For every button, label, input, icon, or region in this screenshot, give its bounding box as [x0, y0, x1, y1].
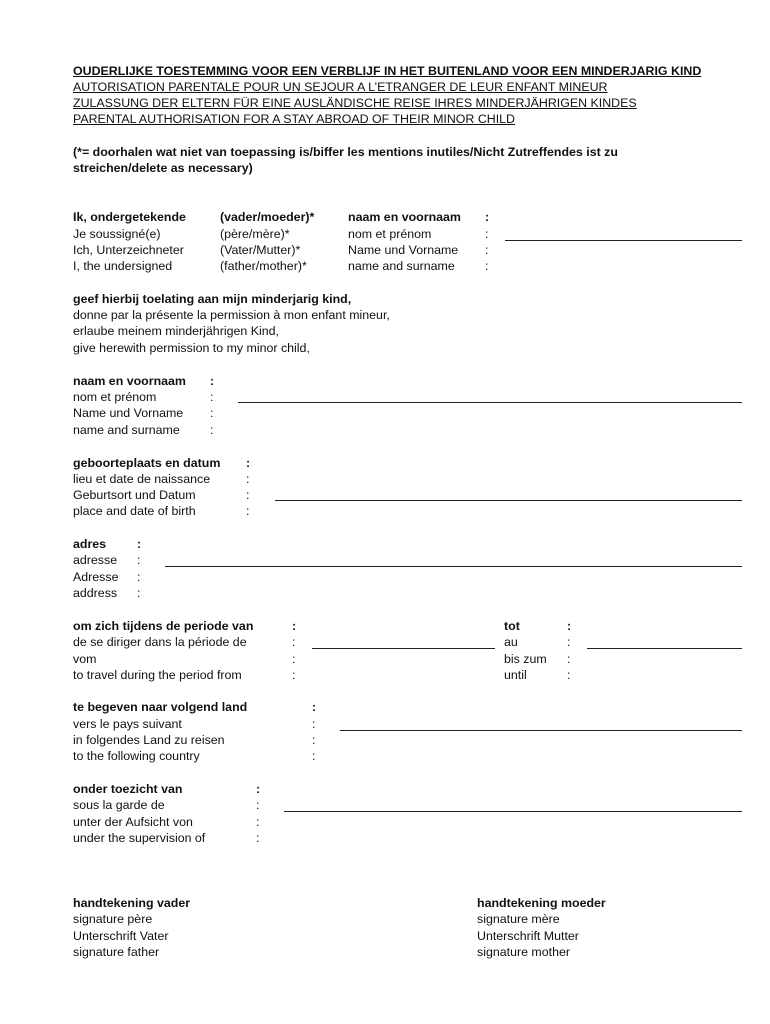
- supervision-label-fr: sous la garde de: [73, 798, 165, 812]
- colon: :: [312, 749, 316, 763]
- birth-label-en: place and date of birth: [73, 504, 196, 518]
- address-line: [165, 566, 742, 567]
- colon: :: [137, 537, 142, 551]
- parent-role-en: (father/mother)*: [220, 259, 307, 273]
- period-to-input[interactable]: [587, 631, 742, 647]
- parent-role-fr: (père/mère)*: [220, 227, 290, 241]
- colon: :: [485, 243, 489, 257]
- title-english: PARENTAL AUTHORISATION FOR A STAY ABROAD OF THEIR MINOR CHILD: [73, 112, 515, 126]
- country-label-de: in folgendes Land zu reisen: [73, 733, 225, 747]
- note-line-1: (*= doorhalen wat niet van toepassing is/biffer les mentions inutiles/Nicht Zutreffendes ist zu: [73, 145, 618, 159]
- colon: :: [567, 619, 572, 633]
- colon: :: [485, 210, 490, 224]
- colon: :: [210, 423, 214, 437]
- undersigned-label-en: I, the undersigned: [73, 259, 173, 273]
- address-label-de: Adresse: [73, 570, 119, 584]
- country-line: [340, 730, 742, 731]
- permission-en: give herewith permission to my minor child,: [73, 341, 310, 355]
- colon: :: [256, 831, 260, 845]
- parent-name-label-fr: nom et prénom: [348, 227, 432, 241]
- country-label-fr: vers le pays suivant: [73, 717, 182, 731]
- signature-mother-label-fr: signature mère: [477, 912, 560, 926]
- child-name-line: [238, 402, 742, 403]
- period-to-label-nl: tot: [504, 619, 520, 633]
- address-label-en: address: [73, 586, 118, 600]
- permission-de: erlaube meinem minderjährigen Kind,: [73, 324, 279, 338]
- parent-name-label-de: Name und Vorname: [348, 243, 459, 257]
- colon: :: [312, 700, 317, 714]
- country-input[interactable]: [340, 713, 742, 729]
- signature-mother-label-en: signature mother: [477, 945, 570, 959]
- country-label-nl: te begeven naar volgend land: [73, 700, 248, 714]
- colon: :: [256, 798, 260, 812]
- country-label-en: to the following country: [73, 749, 200, 763]
- colon: :: [210, 374, 215, 388]
- parent-name-label-en: name and surname: [348, 259, 455, 273]
- colon: :: [312, 717, 316, 731]
- title-french: AUTORISATION PARENTALE POUR UN SEJOUR A L’ETRANGER DE LEUR ENFANT MINEUR: [73, 80, 608, 94]
- birth-line: [275, 500, 742, 501]
- supervision-label-nl: onder toezicht van: [73, 782, 183, 796]
- colon: :: [312, 733, 316, 747]
- colon: :: [485, 227, 489, 241]
- colon: :: [567, 635, 571, 649]
- signature-father-label-fr: signature père: [73, 912, 153, 926]
- parent-name-input[interactable]: [505, 223, 742, 239]
- colon: :: [210, 406, 214, 420]
- supervision-label-en: under the supervision of: [73, 831, 206, 845]
- period-from-line: [312, 648, 495, 649]
- note-line-2: streichen/delete as necessary): [73, 161, 253, 175]
- colon: :: [246, 456, 251, 470]
- period-to-label-de: bis zum: [504, 652, 547, 666]
- period-from-label-nl: om zich tijdens de periode van: [73, 619, 254, 633]
- signature-mother-label-nl: handtekening moeder: [477, 896, 606, 910]
- parent-name-line: [505, 240, 742, 241]
- address-label-nl: adres: [73, 537, 107, 551]
- colon: :: [137, 553, 141, 567]
- parent-role-de: (Vater/Mutter)*: [220, 243, 301, 257]
- period-to-line: [587, 648, 742, 649]
- supervision-line: [284, 811, 742, 812]
- child-name-label-fr: nom et prénom: [73, 390, 157, 404]
- child-name-input[interactable]: [238, 385, 742, 401]
- colon: :: [137, 586, 141, 600]
- supervision-input[interactable]: [284, 794, 742, 810]
- title-german: ZULASSUNG DER ELTERN FÜR EINE AUSLÄNDISCHE REISE IHRES MINDERJÄHRIGEN KINDES: [73, 96, 637, 110]
- colon: :: [137, 570, 141, 584]
- colon: :: [246, 504, 250, 518]
- period-from-input[interactable]: [312, 631, 495, 647]
- undersigned-label-de: Ich, Unterzeichneter: [73, 243, 184, 257]
- permission-nl: geef hierbij toelating aan mijn minderjarig kind,: [73, 292, 352, 306]
- child-name-label-de: Name und Vorname: [73, 406, 184, 420]
- parent-role-nl: (vader/moeder)*: [220, 210, 315, 224]
- period-to-label-fr: au: [504, 635, 518, 649]
- birth-input[interactable]: [275, 483, 742, 499]
- colon: :: [567, 652, 571, 666]
- colon: :: [256, 815, 260, 829]
- birth-label-nl: geboorteplaats en datum: [73, 456, 221, 470]
- colon: :: [292, 652, 296, 666]
- child-name-label-nl: naam en voornaam: [73, 374, 186, 388]
- period-from-label-de: vom: [73, 652, 97, 666]
- colon: :: [246, 488, 250, 502]
- colon: :: [485, 259, 489, 273]
- period-from-label-en: to travel during the period from: [73, 668, 242, 682]
- colon: :: [567, 668, 571, 682]
- colon: :: [292, 619, 297, 633]
- permission-fr: donne par la présente la permission à mon enfant mineur,: [73, 308, 390, 322]
- colon: :: [246, 472, 250, 486]
- birth-label-de: Geburtsort und Datum: [73, 488, 196, 502]
- colon: :: [292, 635, 296, 649]
- supervision-label-de: unter der Aufsicht von: [73, 815, 193, 829]
- signature-mother-label-de: Unterschrift Mutter: [477, 929, 579, 943]
- signature-father-label-nl: handtekening vader: [73, 896, 191, 910]
- address-input[interactable]: [165, 549, 742, 565]
- colon: :: [292, 668, 296, 682]
- child-name-label-en: name and surname: [73, 423, 180, 437]
- signature-father-label-en: signature father: [73, 945, 160, 959]
- undersigned-label-nl: Ik, ondergetekende: [73, 210, 186, 224]
- signature-father-label-de: Unterschrift Vater: [73, 929, 169, 943]
- colon: :: [210, 390, 214, 404]
- undersigned-label-fr: Je soussigné(e): [73, 227, 161, 241]
- colon: :: [256, 782, 261, 796]
- birth-label-fr: lieu et date de naissance: [73, 472, 211, 486]
- period-from-label-fr: de se diriger dans la période de: [73, 635, 247, 649]
- parent-name-label-nl: naam en voornaam: [348, 210, 461, 224]
- address-label-fr: adresse: [73, 553, 118, 567]
- period-to-label-en: until: [504, 668, 527, 682]
- title-dutch: OUDERLIJKE TOESTEMMING VOOR EEN VERBLIJF IN HET BUITENLAND VOOR EEN MINDERJARIG KIND: [73, 64, 702, 78]
